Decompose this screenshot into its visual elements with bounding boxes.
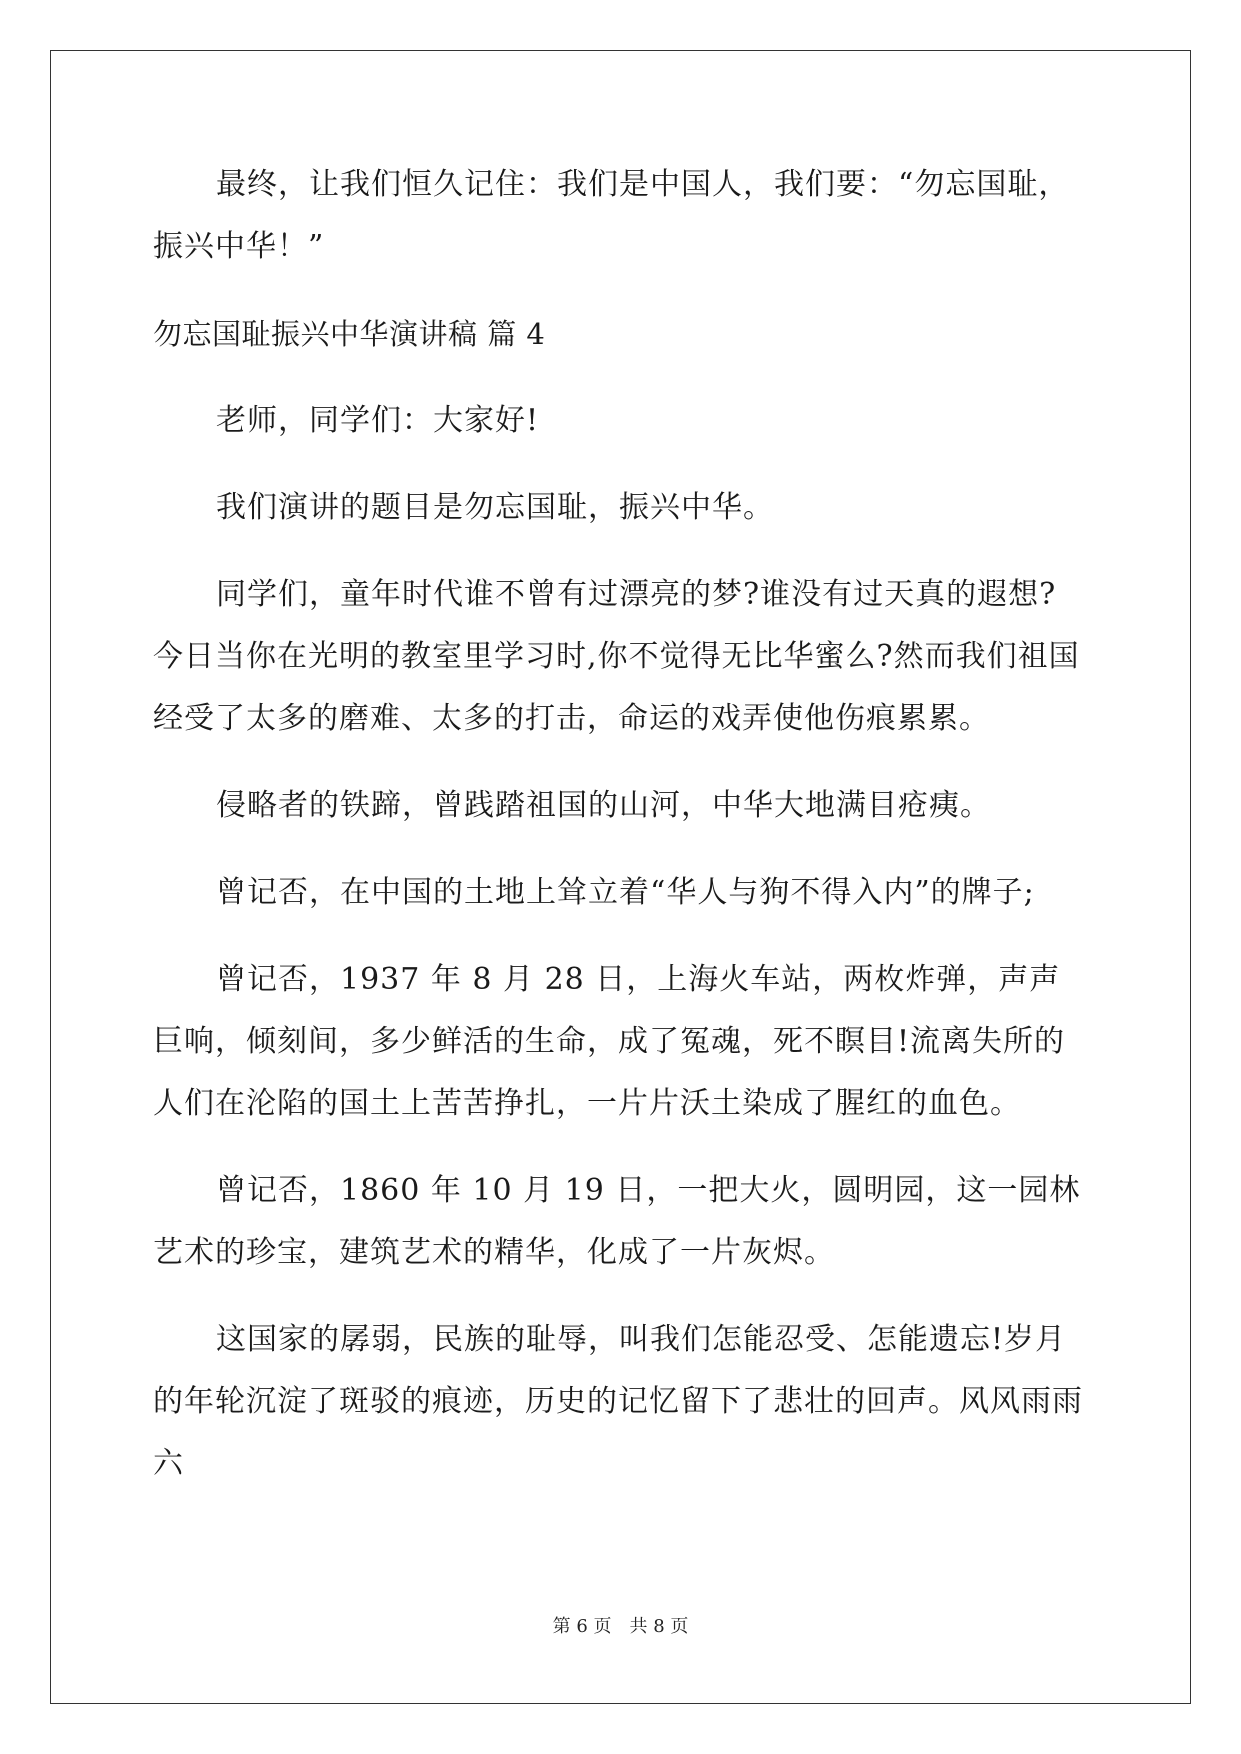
paragraph-invaders: 侵略者的铁蹄，曾践踏祖国的山河，中华大地满目疮痍。	[216, 788, 991, 823]
paragraph-shanghai: 曾记否，1937 年 8 月 28 日，上海火车站，两枚炸弹，声声巨响，倾刻间，多少鲜活的生命，成了冤魂，死不瞑目!流离失所的人们在沦陷的国土上苦苦挣扎，一片片沃土染成了腥红的血色。	[153, 962, 1066, 1121]
paragraph-greeting: 老师，同学们：大家好!	[216, 403, 540, 438]
paragraph-sign: 曾记否，在中国的土地上耸立着“华人与狗不得入内”的牌子;	[216, 875, 1035, 910]
paragraph-yuanmingyuan: 曾记否，1860 年 10 月 19 日，一把大火，圆明园，这一园林艺术的珍宝，建筑艺术的精华，化成了一片灰烬。	[153, 1173, 1081, 1270]
section-heading: 勿忘国耻振兴中华演讲稿 篇 4	[153, 317, 546, 351]
paragraph-topic: 我们演讲的题目是勿忘国耻，振兴中华。	[216, 490, 774, 525]
paragraph-closing: 最终，让我们恒久记住：我们是中国人，我们要：“勿忘国耻，振兴中华！”	[153, 167, 1070, 264]
paragraph-childhood: 同学们，童年时代谁不曾有过漂亮的梦?谁没有过天真的遐想?今日当你在光明的教室里学习时,你不觉得无比华蜜么?然而我们祖国经受了太多的磨难、太多的打击，命运的戏弄使他伤痕累累。	[153, 577, 1080, 736]
page-number-footer: 第 6 页 共 8 页	[552, 1616, 689, 1637]
paragraph-humiliation: 这国家的孱弱，民族的耻辱，叫我们怎能忍受、怎能遗忘!岁月的年轮沉淀了斑驳的痕迹，历史的记忆留下了悲壮的回声。风风雨雨六	[153, 1322, 1083, 1481]
document-body	[153, 154, 1083, 1520]
